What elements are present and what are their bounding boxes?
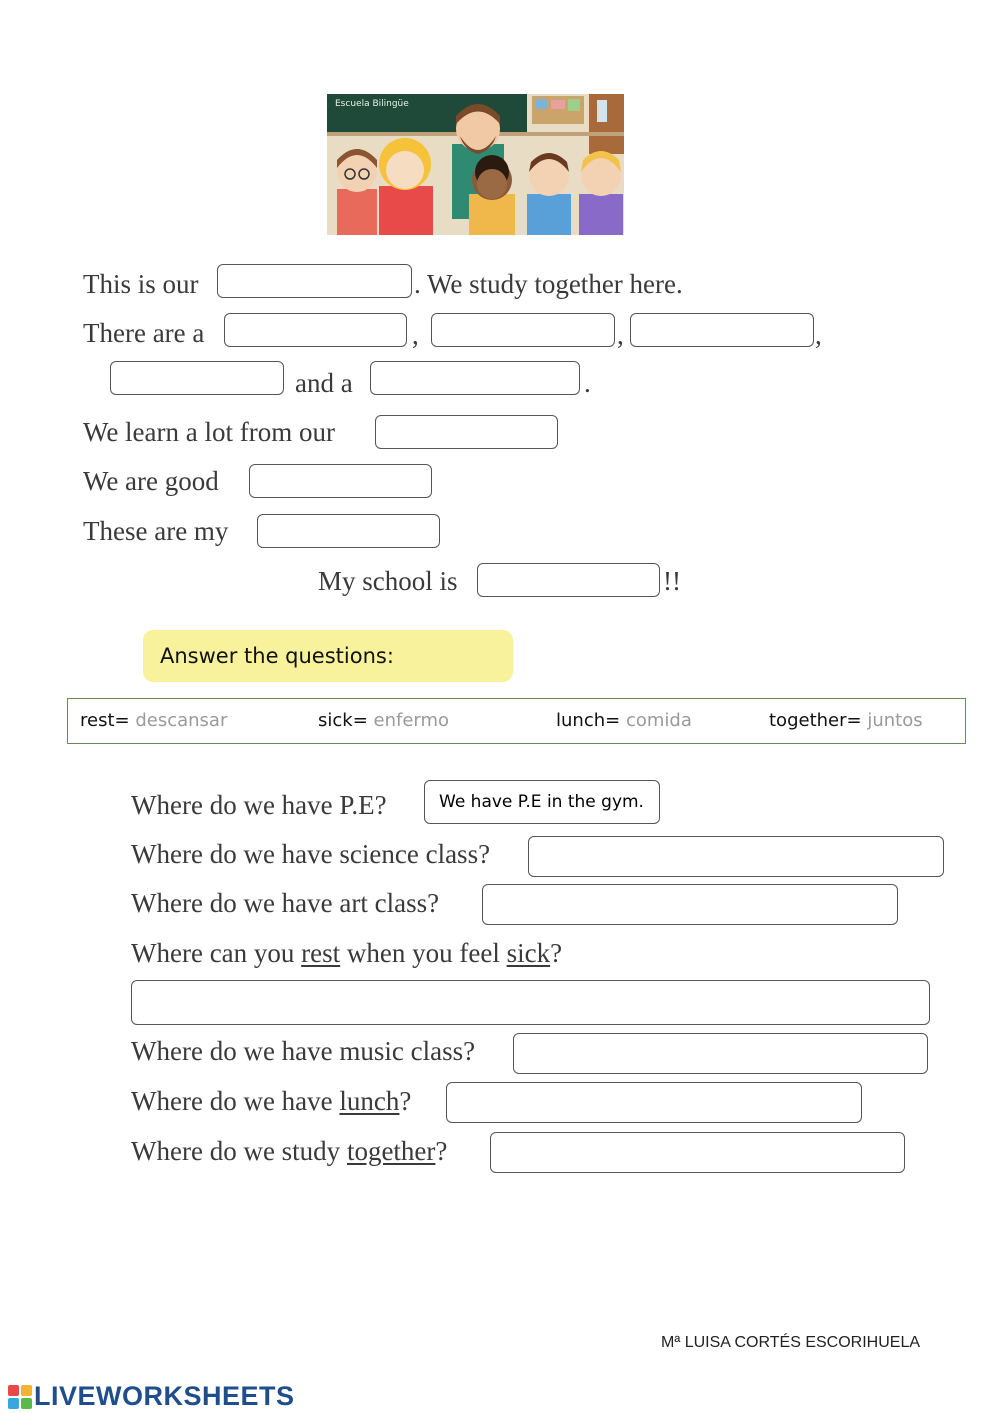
line-1-start: This is our <box>83 269 199 299</box>
vocab-item <box>80 710 227 731</box>
question-6-part: Where do we have <box>131 1086 340 1116</box>
answer-4[interactable] <box>131 980 930 1025</box>
comma-1: , <box>412 320 419 350</box>
vocab-translation: comida <box>625 710 692 731</box>
vocab-word: rest= <box>80 710 130 731</box>
line-6-label: These are my <box>83 516 229 546</box>
answer-2[interactable] <box>528 836 944 877</box>
blank-6[interactable] <box>370 361 580 395</box>
answer-1-text: We have P.E in the gym. <box>439 792 644 812</box>
period: . <box>584 368 591 398</box>
question-6 <box>131 1088 411 1115</box>
vocab-item <box>318 710 449 731</box>
logo-text: LIVEWORKSHEETS <box>34 1381 295 1411</box>
banner-text: Answer the questions: <box>160 644 394 668</box>
vocab-word: lunch= <box>556 710 621 731</box>
vocab-item <box>556 710 692 731</box>
vocab-word: together= <box>769 710 862 731</box>
answer-6[interactable] <box>446 1082 862 1123</box>
underlined-together: together <box>346 1136 436 1166</box>
answer-1[interactable] <box>424 780 660 824</box>
line-7-label: My school is <box>318 566 458 596</box>
vocab-translation: juntos <box>867 710 923 731</box>
question-4 <box>131 940 562 967</box>
question-4-part: Where can you <box>131 938 302 968</box>
question-3: Where do we have art class? <box>131 888 440 918</box>
line-5-label: We are good <box>83 466 219 496</box>
logo-icon <box>8 1385 32 1409</box>
vocabulary-box <box>67 698 966 744</box>
blank-9[interactable] <box>257 514 440 548</box>
question-4-part: when you feel <box>340 938 507 968</box>
question-6-part: ? <box>399 1086 412 1116</box>
blank-10[interactable] <box>477 563 660 597</box>
answer-5[interactable] <box>513 1033 928 1074</box>
blank-7[interactable] <box>375 415 558 449</box>
vocab-item <box>769 710 923 731</box>
board-text: Escuela Bilingüe <box>335 99 409 109</box>
question-4-part: ? <box>550 938 563 968</box>
vocab-translation: enfermo <box>373 710 450 731</box>
and-a-label: and a <box>295 368 353 398</box>
comma-2: , <box>617 320 624 350</box>
answer-7[interactable] <box>490 1132 905 1173</box>
line-1-end: . We study together here. <box>414 269 683 299</box>
blank-8[interactable] <box>249 464 432 498</box>
vocab-translation: descansar <box>135 710 228 731</box>
underlined-sick: sick <box>506 938 551 968</box>
question-2: Where do we have science class? <box>131 839 491 869</box>
answer-3[interactable] <box>482 884 898 925</box>
blank-5[interactable] <box>110 361 284 395</box>
line-2-start: There are a <box>83 318 205 348</box>
blank-4[interactable] <box>630 313 814 347</box>
line-4-label: We learn a lot from our <box>83 417 335 447</box>
author-name: Mª LUISA CORTÉS ESCORIHUELA <box>661 1334 921 1351</box>
question-7-part: ? <box>435 1136 448 1166</box>
vocab-word: sick= <box>318 710 368 731</box>
exclamation: !! <box>663 566 681 596</box>
liveworksheets-logo[interactable] <box>8 1381 295 1412</box>
blank-3[interactable] <box>431 313 615 347</box>
answer-questions-banner <box>143 630 513 682</box>
blank-1[interactable] <box>217 264 412 298</box>
underlined-rest: rest <box>301 938 341 968</box>
question-1: Where do we have P.E? <box>131 790 387 820</box>
comma-3: , <box>815 320 822 350</box>
blank-2[interactable] <box>224 313 407 347</box>
question-7 <box>131 1138 447 1165</box>
underlined-lunch: lunch <box>339 1086 400 1116</box>
classroom-illustration <box>327 94 624 235</box>
question-7-part: Where do we study <box>131 1136 347 1166</box>
question-5: Where do we have music class? <box>131 1036 476 1066</box>
